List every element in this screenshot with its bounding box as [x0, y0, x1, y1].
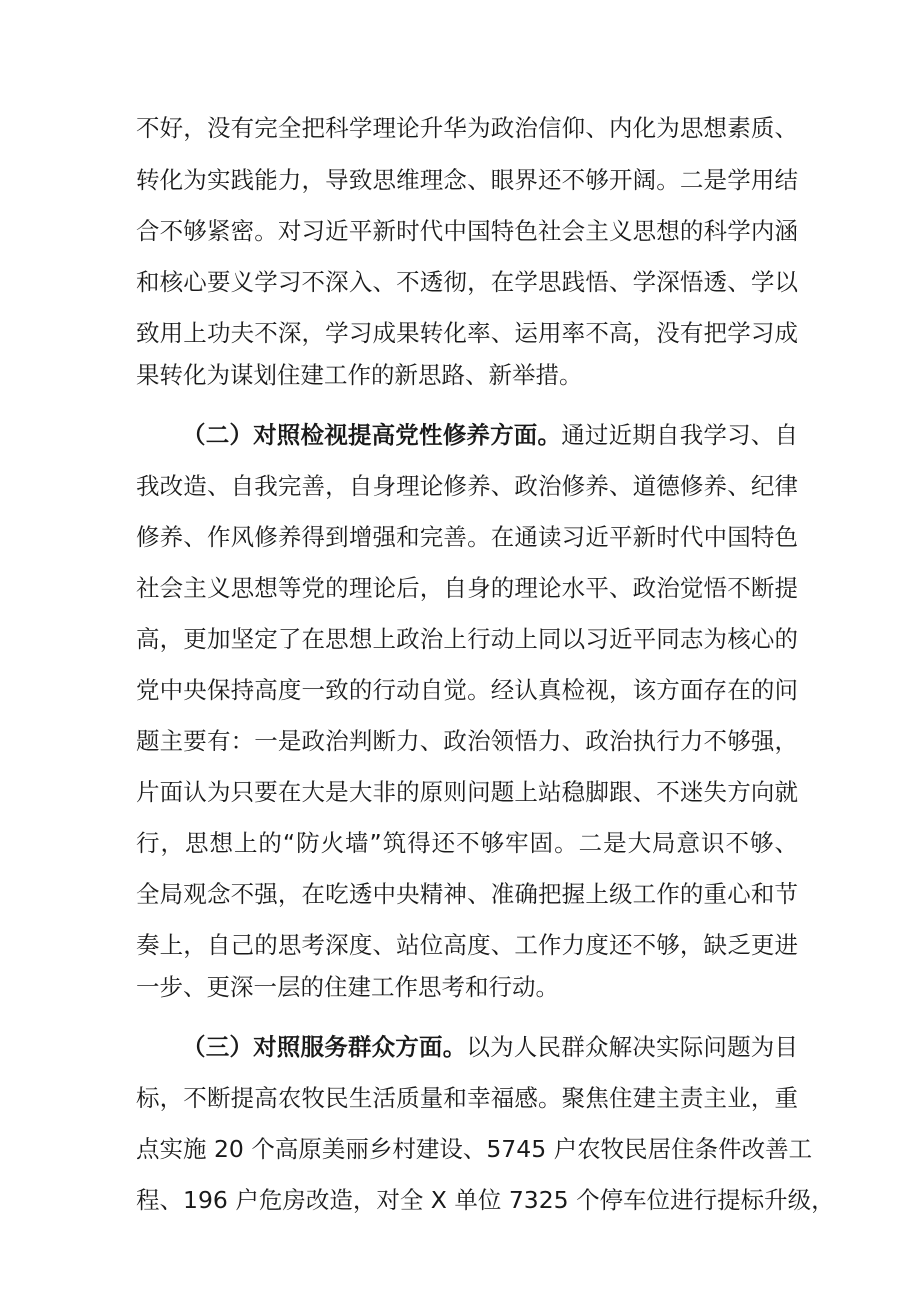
text-line: 转化为实践能力，导致思维理念、眼界还不够开阔。二是学用结	[136, 166, 798, 194]
text-line: 标，不断提高农牧民生活质量和幸福感。聚焦住建主责主业，重	[136, 1084, 798, 1112]
text-span: 以为人民群众解决实际问题为目	[466, 1033, 799, 1061]
text-line: 高，更加坚定了在思想上政治上行动上同以习近平同志为核心的	[136, 625, 798, 653]
text-line: 合不够紧密。对习近平新时代中国特色社会主义思想的科学内涵	[136, 217, 798, 245]
section-heading: （二）对照检视提高党性修养方面。	[182, 421, 562, 449]
text-line: 和核心要义学习不深入、不透彻，在学思践悟、学深悟透、学以	[136, 268, 798, 296]
text-line: 行，思想上的“防火墙”筑得还不够牢固。二是大局意识不够、	[136, 829, 798, 857]
text-line: 奏上，自己的思考深度、站位高度、工作力度还不够，缺乏更进	[136, 931, 798, 959]
text-span: 通过近期自我学习、自	[561, 421, 799, 449]
text-line: 社会主义思想等党的理论后，自身的理论水平、政治觉悟不断提	[136, 574, 798, 602]
text-line: 全局观念不强，在吃透中央精神、准确把握上级工作的重心和节	[136, 880, 798, 908]
text-line: 题主要有：一是政治判断力、政治领悟力、政治执行力不够强，	[136, 727, 798, 755]
paragraph-first-line	[182, 1027, 798, 1067]
text-line: 一步、更深一层的住建工作思考和行动。	[136, 973, 559, 1001]
text-line: 我改造、自我完善，自身理论修养、政治修养、道德修养、纪律	[136, 472, 798, 500]
text-line: 点实施 20 个高原美丽乡村建设、5745 户农牧民居住条件改善工	[136, 1135, 813, 1163]
text-line: 致用上功夫不深，学习成果转化率、运用率不高，没有把学习成	[136, 319, 798, 347]
paragraph-first-line	[182, 415, 798, 455]
section-heading: （三）对照服务群众方面。	[182, 1033, 467, 1061]
text-line: 果转化为谋划住建工作的新思路、新举措。	[136, 361, 583, 389]
text-line: 程、196 户危房改造，对全 X 单位 7325 个停车位进行提标升级，	[136, 1186, 835, 1214]
text-line: 修养、作风修养得到增强和完善。在通读习近平新时代中国特色	[136, 523, 798, 551]
text-line: 不好，没有完全把科学理论升华为政治信仰、内化为思想素质、	[136, 114, 798, 142]
text-line: 党中央保持高度一致的行动自觉。经认真检视，该方面存在的问	[136, 676, 798, 704]
text-line: 片面认为只要在大是大非的原则问题上站稳脚跟、不迷失方向就	[136, 778, 798, 806]
